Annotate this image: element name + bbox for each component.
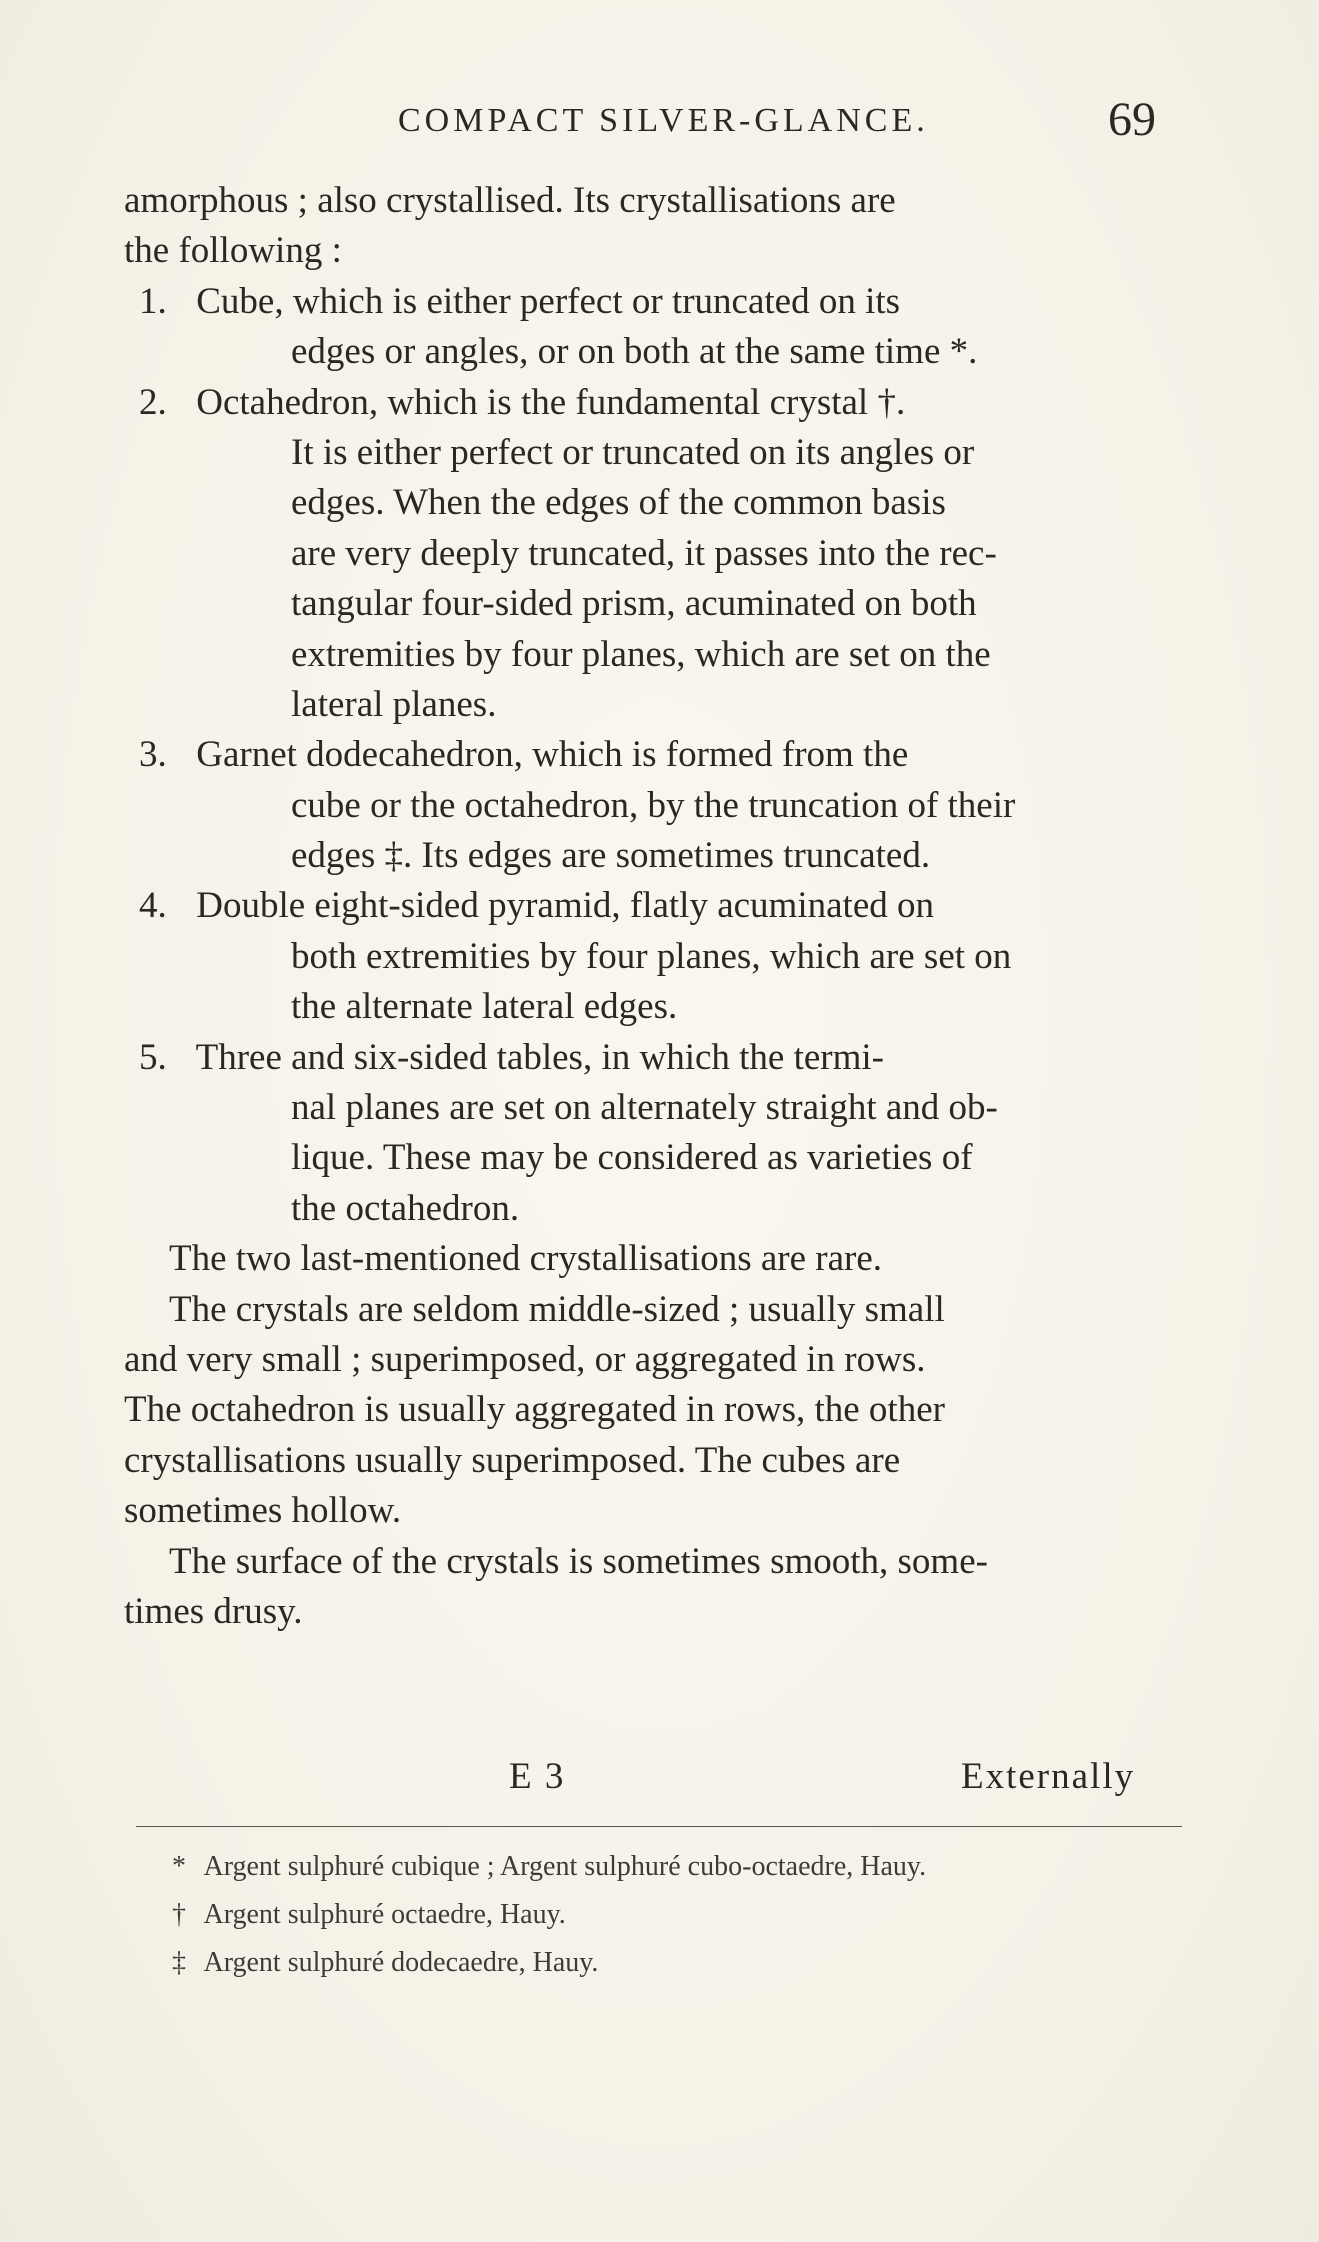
- list-item-text: Cube, which is either perfect or truncated on its: [196, 280, 901, 322]
- footnote-rule: [136, 1826, 1182, 1827]
- list-number: 3.: [139, 734, 167, 776]
- text-line: sometimes hollow.: [124, 1490, 402, 1532]
- text-line: edges ‡. Its edges are sometimes truncated.: [291, 835, 931, 877]
- text-line: cube or the octahedron, by the truncation of their: [291, 784, 1016, 826]
- list-item-4: [124, 881, 1204, 931]
- double-dagger-mark: ‡: [172, 1947, 186, 1978]
- text-line: edges. When the edges of the common basis: [291, 482, 946, 524]
- text-line: times drusy.: [124, 1590, 303, 1632]
- text-line: crystallisations usually superimposed. The cubes are: [124, 1439, 901, 1481]
- page-header: [0, 92, 1319, 152]
- text-line: lique. These may be considered as varieties of: [291, 1137, 973, 1179]
- footnote: [160, 1891, 1160, 1939]
- text-line: tangular four-sided prism, acuminated on both: [291, 583, 977, 625]
- text-line: The crystals are seldom middle-sized ; usually small: [169, 1288, 945, 1330]
- text-line: The surface of the crystals is sometimes smooth, some-: [169, 1540, 988, 1582]
- list-number: 5.: [139, 1036, 167, 1078]
- footnote: [160, 1843, 1160, 1891]
- text-line: lateral planes.: [291, 683, 497, 725]
- text-line: the octahedron.: [291, 1187, 520, 1229]
- footnote-text: Argent sulphuré dodecaedre, Hauy.: [203, 1947, 599, 1978]
- text-line: both extremities by four planes, which are set on: [291, 935, 1012, 977]
- list-item-2: [124, 378, 1204, 428]
- page-number: 69: [1108, 93, 1156, 146]
- text-line: and very small ; superimposed, or aggregated in rows.: [124, 1338, 926, 1380]
- list-number: 1.: [139, 280, 167, 322]
- list-item-5: [124, 1033, 1204, 1083]
- text-line: the alternate lateral edges.: [291, 986, 678, 1028]
- list-item-3: [124, 730, 1204, 780]
- footnotes: [160, 1843, 1160, 1987]
- text-line: are very deeply truncated, it passes into the rec-: [291, 532, 997, 574]
- list-number: 4.: [139, 885, 167, 927]
- text-line: amorphous ; also crystallised. Its crystallisations are: [124, 180, 896, 221]
- list-item-1: [124, 277, 1204, 327]
- footnote-text: Argent sulphuré octaedre, Hauy.: [203, 1899, 566, 1930]
- list-item-text: Double eight-sided pyramid, flatly acuminated on: [196, 885, 934, 927]
- list-item-text: Octahedron, which is the fundamental crystal †.: [196, 381, 906, 423]
- body-text: [124, 176, 1204, 1637]
- text-line: The octahedron is usually aggregated in rows, the other: [124, 1389, 945, 1431]
- text-line: nal planes are set on alternately straight and ob-: [291, 1087, 998, 1129]
- asterisk-mark: *: [172, 1851, 186, 1882]
- text-line: the following :: [124, 230, 342, 272]
- signature-line: [0, 1755, 1319, 1805]
- text-line: It is either perfect or truncated on its angles or: [291, 431, 975, 473]
- printer-signature: E 3: [509, 1756, 566, 1797]
- footnote-text: Argent sulphuré cubique ; Argent sulphuré cubo-octaedre, Hauy.: [203, 1851, 927, 1882]
- list-item-text: Three and six-sided tables, in which the termi-: [195, 1036, 884, 1078]
- text-line: extremities by four planes, which are set on the: [291, 633, 991, 675]
- footnote: [160, 1939, 1160, 1987]
- catchword: Externally: [961, 1756, 1136, 1797]
- list-item-text: Garnet dodecahedron, which is formed from the: [196, 734, 909, 776]
- dagger-mark: †: [172, 1899, 186, 1930]
- text-line: The two last-mentioned crystallisations are rare.: [169, 1238, 883, 1280]
- list-number: 2.: [139, 381, 167, 423]
- text-line: edges or angles, or on both at the same time *.: [291, 331, 978, 373]
- running-head: COMPACT SILVER-GLANCE.: [398, 102, 929, 139]
